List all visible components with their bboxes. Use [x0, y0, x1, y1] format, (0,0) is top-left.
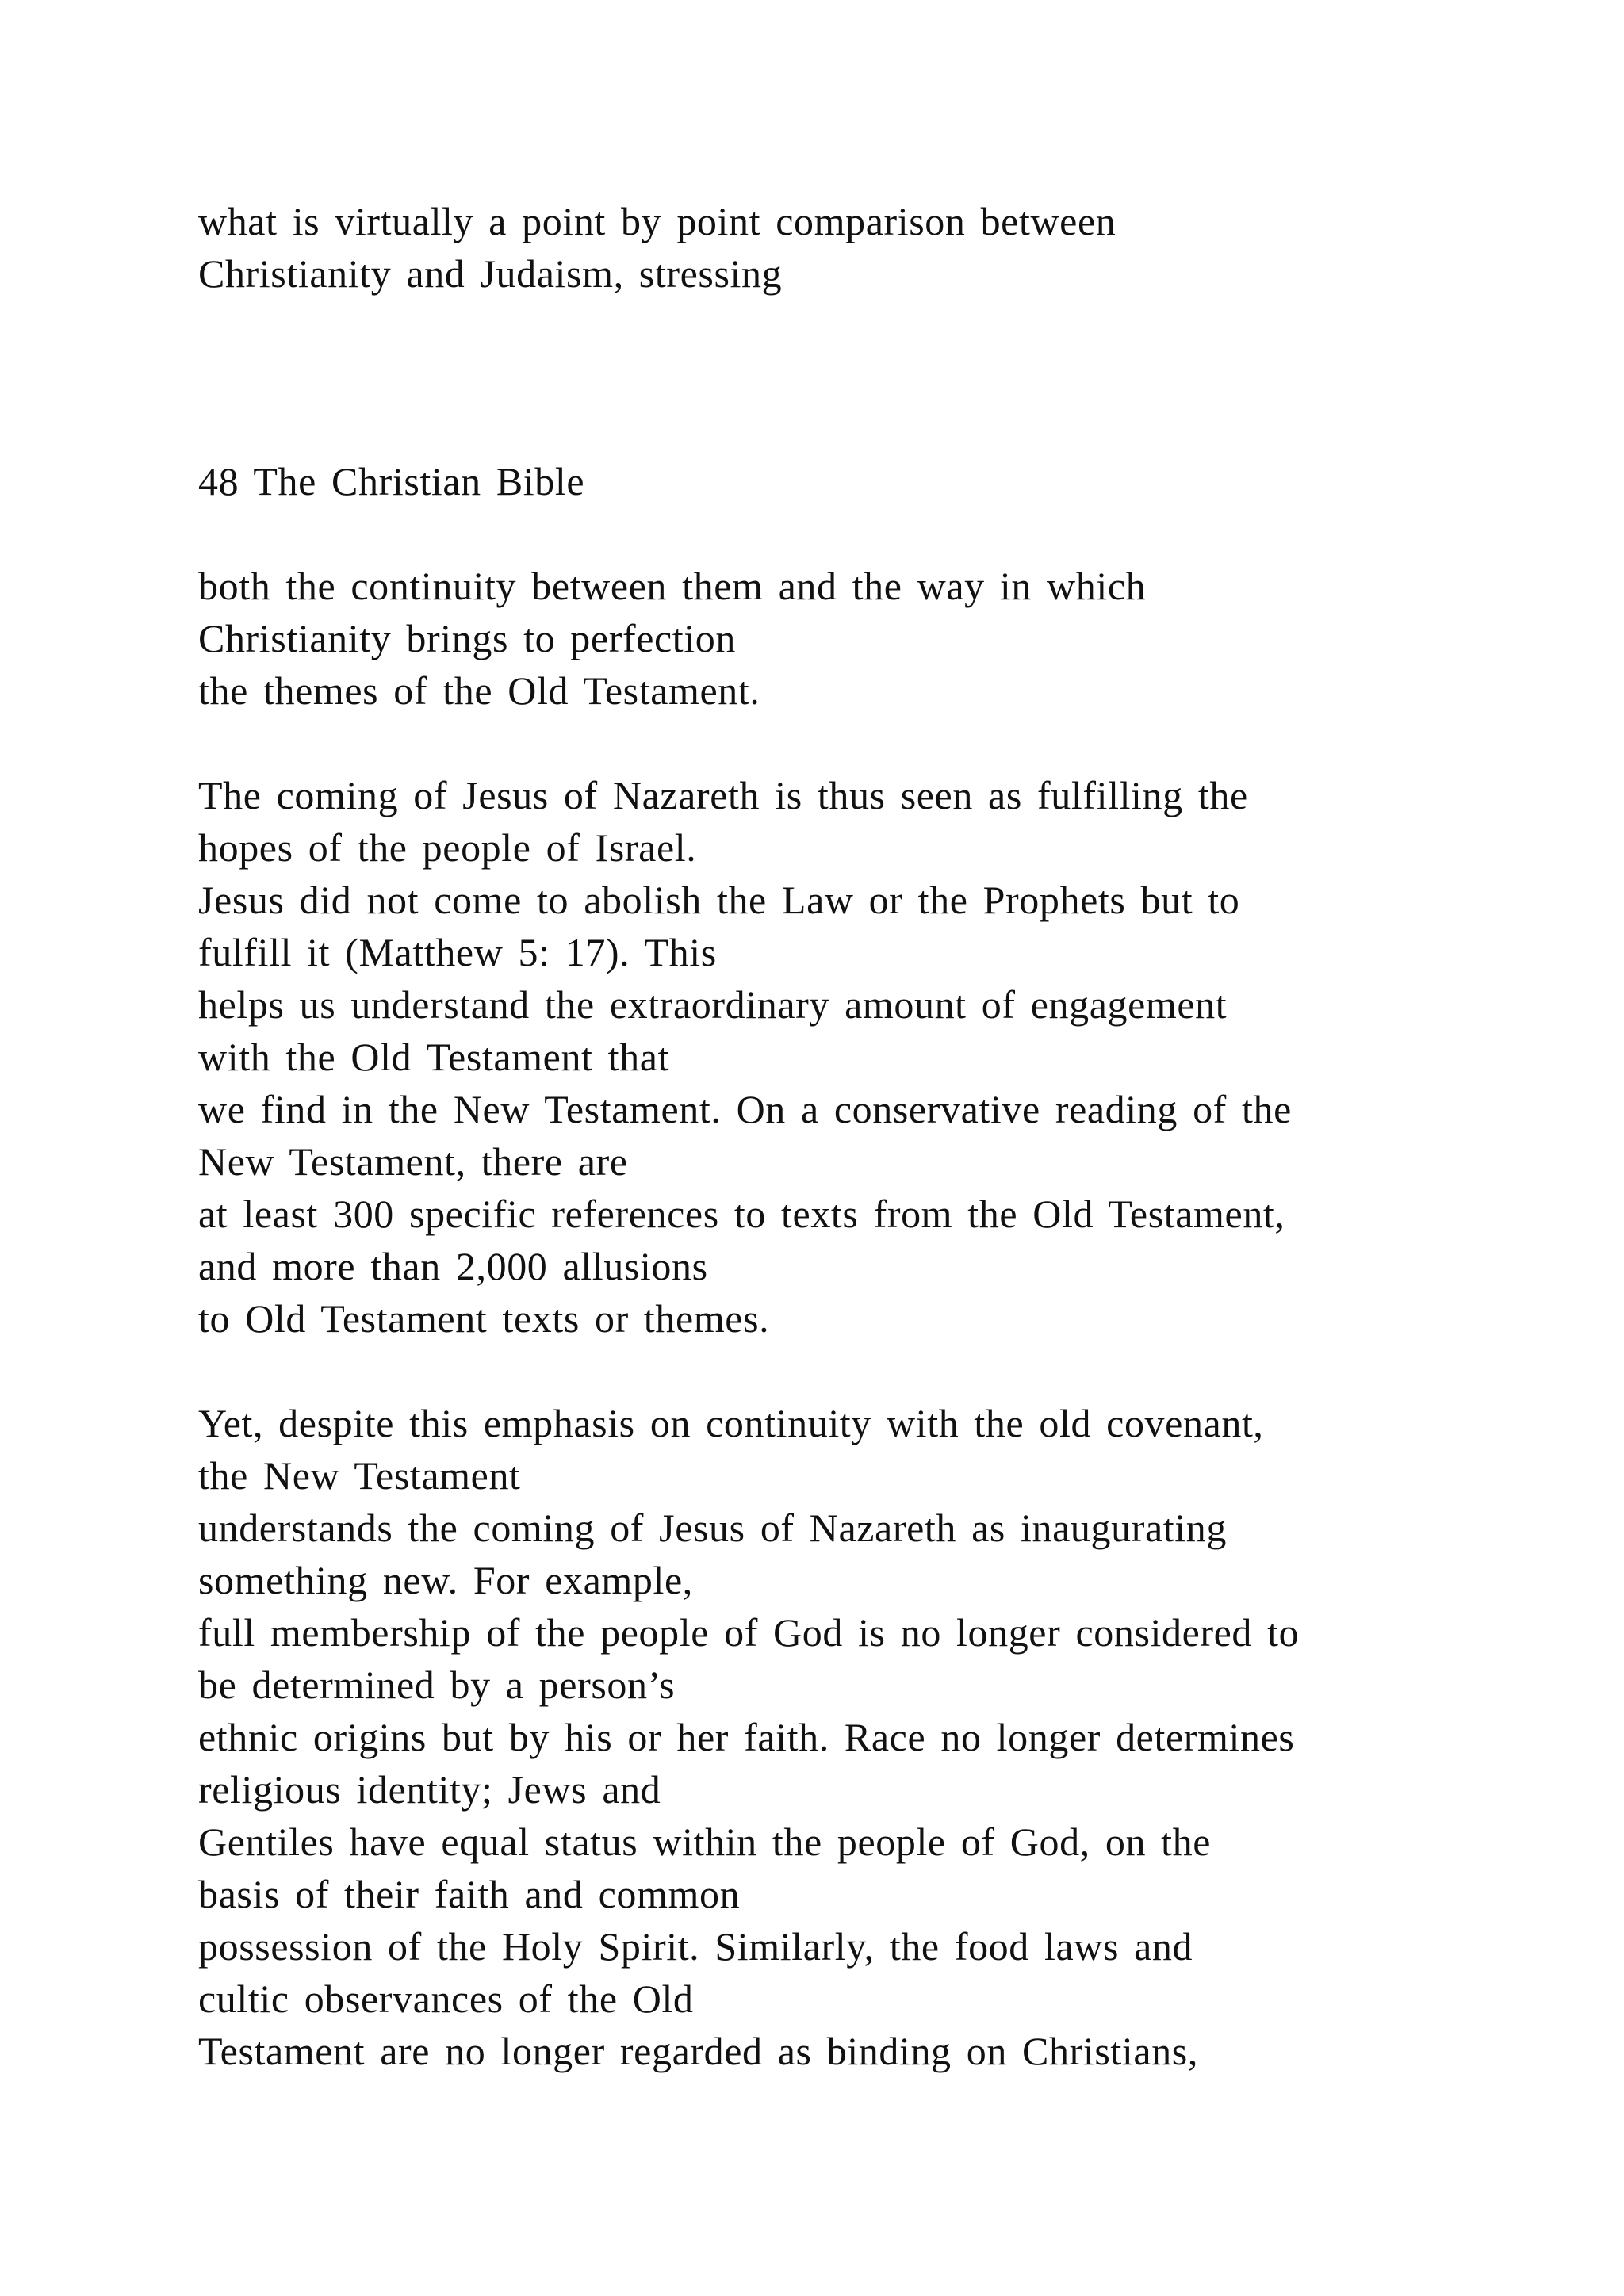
page-heading [198, 455, 1546, 507]
text-line: to Old Testament texts or themes. [198, 1296, 770, 1341]
text-line: helps us understand the extraordinary amount of engagement [198, 982, 1228, 1027]
text-line: be determined by a person’s [198, 1663, 676, 1707]
text-line: Testament are no longer regarded as binding on Christians, [198, 2029, 1198, 2073]
text-line: the New Testament [198, 1453, 521, 1498]
text-line: what is virtually a point by point comparison between [198, 199, 1116, 243]
text-line: something new. For example, [198, 1558, 693, 1602]
paragraph-1 [198, 560, 1546, 717]
text-line: New Testament, there are [198, 1139, 628, 1184]
page-heading-text: 48 The Christian Bible [198, 459, 585, 503]
text-line: understands the coming of Jesus of Nazareth as inaugurating [198, 1506, 1227, 1550]
text-line: Yet, despite this emphasis on continuity with the old covenant, [198, 1401, 1264, 1445]
text-line: both the continuity between them and the way in which [198, 564, 1147, 608]
text-line: Christianity brings to perfection [198, 616, 736, 660]
text-line: The coming of Jesus of Nazareth is thus seen as fulfilling the [198, 773, 1248, 817]
text-line: basis of their faith and common [198, 1872, 741, 1916]
text-line: possession of the Holy Spirit. Similarly, the food laws and [198, 1924, 1193, 1969]
intro-text-block [198, 195, 1546, 300]
text-line: Jesus did not come to abolish the Law or the Prophets but to [198, 878, 1240, 922]
text-line: Christianity and Judaism, stressing [198, 251, 783, 296]
text-line: with the Old Testament that [198, 1035, 670, 1079]
text-line: fulfill it (Matthew 5: 17). This [198, 930, 717, 974]
text-line: ethnic origins but by his or her faith. Race no longer determines [198, 1715, 1295, 1759]
text-line: at least 300 specific references to texts from the Old Testament, [198, 1192, 1285, 1236]
text-line: hopes of the people of Israel. [198, 825, 697, 870]
text-line: cultic observances of the Old [198, 1976, 694, 2021]
text-line: Gentiles have equal status within the people of God, on the [198, 1820, 1212, 1864]
text-line: full membership of the people of God is no longer considered to [198, 1610, 1300, 1655]
text-line: the themes of the Old Testament. [198, 668, 760, 713]
text-line: and more than 2,000 allusions [198, 1244, 708, 1288]
paragraph-2 [198, 769, 1546, 1345]
text-line: religious identity; Jews and [198, 1767, 661, 1812]
text-line: we find in the New Testament. On a conservative reading of the [198, 1087, 1292, 1131]
paragraph-3 [198, 1397, 1546, 2077]
